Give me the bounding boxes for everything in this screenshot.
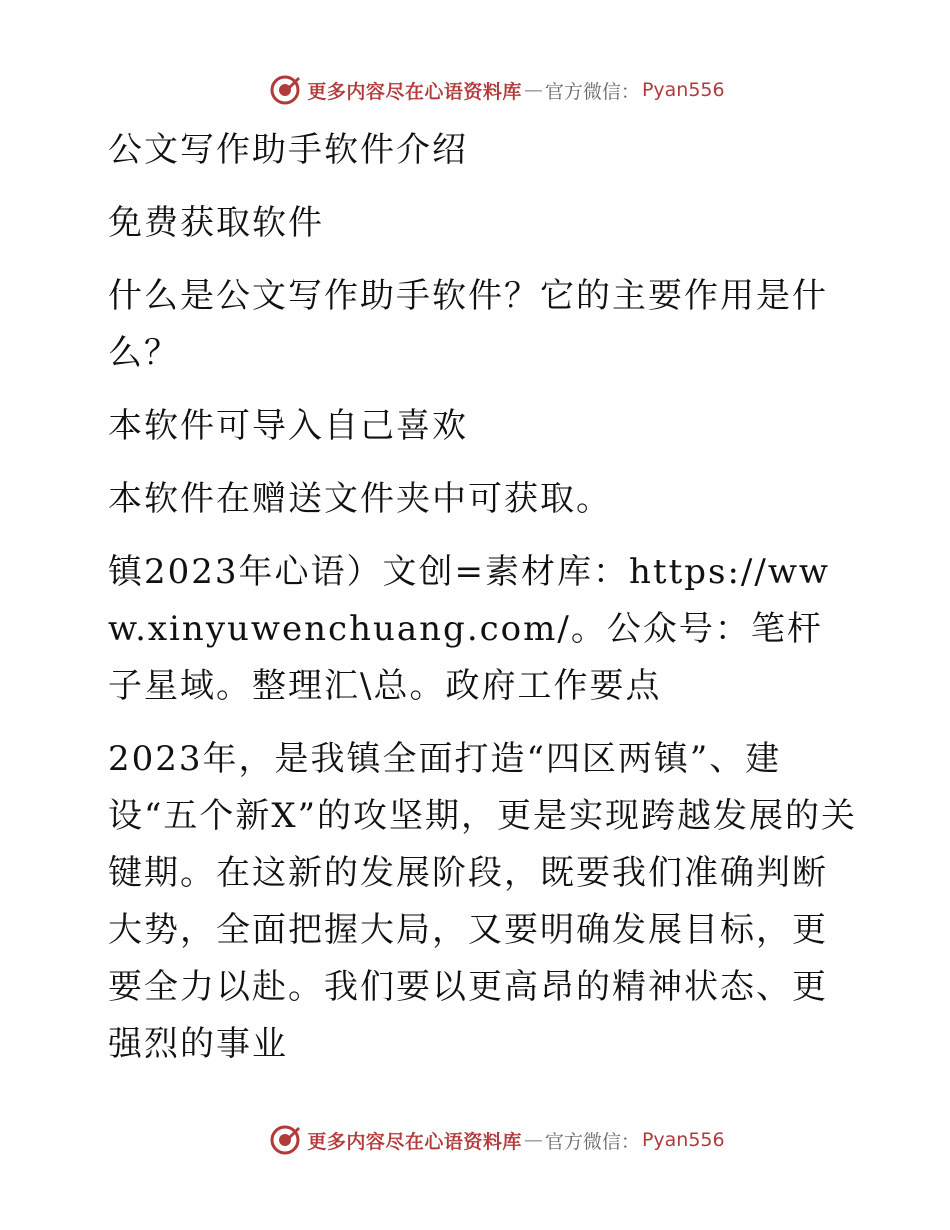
paragraph-work-points: 2023年，是我镇全面打造“四区两镇”、建设“五个新X”的攻坚期，更是实现跨越发展的关键期。在这新的发展阶段，既要我们准确判断大势，全面把握大局，又要明确发展目标，更要全力以赴。我们要以更高昂的精神状态、更强烈的事业: [108, 739, 857, 1064]
watermark-sub-text: 官方微信：: [544, 1130, 640, 1153]
watermark-main-text: 更多内容尽在心语资料库: [307, 1130, 522, 1153]
watermark-dash: —: [523, 79, 543, 101]
watermark-main-text: 更多内容尽在心语资料库: [307, 80, 522, 103]
paragraph-free-software: 免费获取软件: [108, 203, 324, 243]
doc-title: 公文写作助手软件介绍: [108, 130, 468, 170]
document-body: [98, 122, 858, 1089]
paragraph-what-is: 什么是公文写作助手软件？它的主要作用是什么？: [108, 276, 828, 373]
watermark-wechat-id: Pyan556: [641, 79, 725, 101]
header-watermark: [0, 70, 950, 110]
pen-logo-icon: [269, 74, 301, 106]
paragraph-source: 镇2023年心语）文创=素材库：https://www.xinyuwenchuang.com/。公众号：笔杆子星域。整理汇\总。政府工作要点: [108, 552, 831, 706]
paragraph-import: 本软件可导入自己喜欢: [108, 406, 468, 446]
paragraph-gift-folder: 本软件在赠送文件夹中可获取。: [108, 479, 612, 519]
pen-logo-icon: [269, 1124, 301, 1156]
footer-watermark: [0, 1120, 950, 1160]
watermark-dash: —: [523, 1129, 543, 1151]
watermark-sub-text: 官方微信：: [544, 80, 640, 103]
watermark-wechat-id: Pyan556: [641, 1129, 725, 1151]
